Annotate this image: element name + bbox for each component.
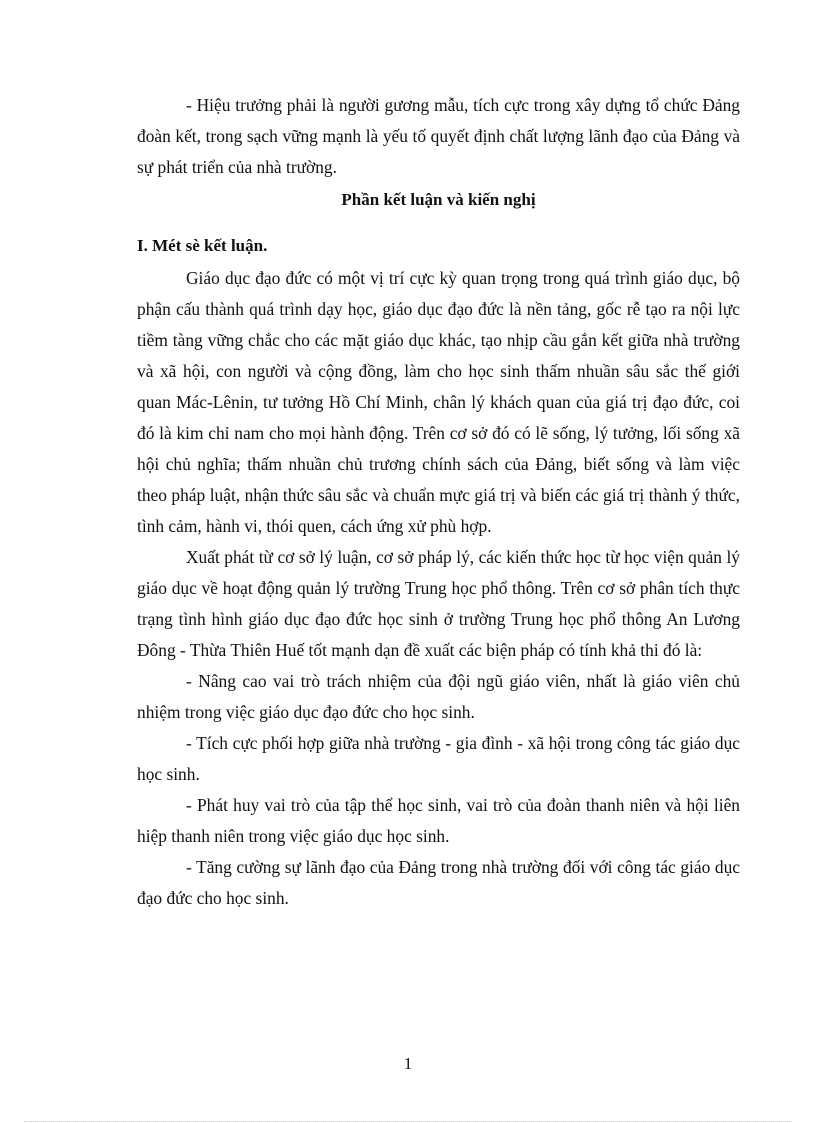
measure-item-4: - Tăng cường sự lãnh đạo của Đảng trong nhà trường đối với công tác giáo dục đạo đức cho học sinh. (137, 857, 740, 908)
measure-item-3: - Phát huy vai trò của tập thể học sinh, vai trò của đoàn thanh niên và hội liên hiệp thanh niên trong việc giáo dục học sinh. (137, 795, 740, 846)
measure-item-1: - Nâng cao vai trò trách nhiệm của đội ngũ giáo viên, nhất là giáo viên chủ nhiệm trong việc giáo dục đạo đức cho học sinh. (137, 671, 740, 722)
conclusion-paragraph-2: Xuất phát từ cơ sở lý luận, cơ sở pháp lý, các kiến thức học từ học viện quản lý giáo dục về hoạt động quản lý trường Trung học phổ thông. Trên cơ sở phân tích thực trạng tình hình giáo dục đạo đức học sinh ở trường Trung học phổ thông An Lương Đông - Thừa Thiên Huế tốt mạnh dạn đề xuất các biện pháp có tính khả thi đó là: (137, 547, 740, 660)
page-number: 1 (403, 1054, 413, 1073)
page-body (137, 90, 740, 914)
page-bottom-divider (24, 1121, 792, 1122)
part-title: Phần kết luận và kiến nghị (341, 190, 536, 209)
conclusion-paragraph-1: Giáo dục đạo đức có một vị trí cực kỳ quan trọng trong quá trình giáo dục, bộ phận cấu thành quá trình dạy học, giáo dục đạo đức là nền tảng, gốc rễ tạo ra nội lực tiềm tàng vững chắc cho các mặt giáo dục khác, tạo nhịp cầu gắn kết giữa nhà trường và xã hội, con người và cộng đồng, làm cho học sinh thấm nhuần sâu sắc thế giới quan Mác-Lênin, tư tưởng Hồ Chí Minh, chân lý khách quan của giá trị đạo đức, coi đó là kim chỉ nam cho mọi hành động. Trên cơ sở đó có lẽ sống, lý tưởng, lối sống xã hội chủ nghĩa; thấm nhuần chủ trương chính sách của Đảng, biết sống và làm việc theo pháp luật, nhận thức sâu sắc và chuẩn mực giá trị và biến các giá trị thành ý thức, tình cảm, hành vi, thói quen, cách ứng xử phù hợp. (137, 268, 740, 536)
measure-item-2: - Tích cực phối hợp giữa nhà trường - gia đình - xã hội trong công tác giáo dục học sinh. (137, 733, 740, 784)
section-title: I. Mét sè kết luận. (137, 236, 268, 255)
intro-bullet-paragraph: - Hiệu trưởng phải là người gương mẫu, tích cực trong xây dựng tổ chức Đảng đoàn kết, trong sạch vững mạnh là yếu tố quyết định chất lượng lãnh đạo của Đảng và sự phát triển của nhà trường. (137, 95, 740, 177)
